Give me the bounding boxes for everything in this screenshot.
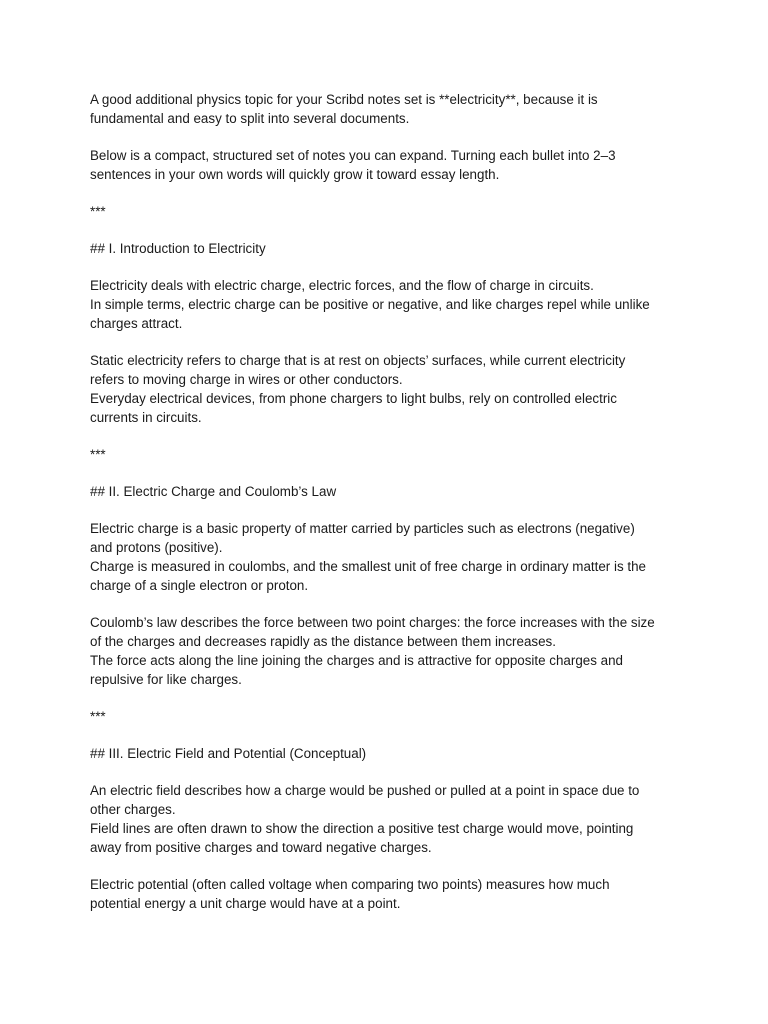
text-line: Below is a compact, structured set of notes you can expand. Turning each bullet into 2–3: [90, 148, 616, 163]
separator: [90, 445, 682, 464]
paragraph-gap: [90, 726, 682, 744]
separator: [90, 202, 682, 221]
paragraph-gap: [90, 595, 682, 613]
text-line: repulsive for like charges.: [90, 672, 242, 687]
body-paragraph: [90, 875, 682, 913]
text-line: Coulomb’s law describes the force between two point charges: the force increases with the size: [90, 615, 655, 630]
paragraph-gap: [90, 333, 682, 351]
text-line: Electric charge is a basic property of matter carried by particles such as electrons (negative): [90, 521, 635, 536]
paragraph-gap: [90, 501, 682, 519]
separator: [90, 707, 682, 726]
text-line: Field lines are often drawn to show the direction a positive test charge would move, pointing: [90, 821, 634, 836]
text-line: refers to moving charge in wires or other conductors.: [90, 372, 403, 387]
text-line: and protons (positive).: [90, 540, 223, 555]
intro-paragraph: [90, 90, 682, 128]
paragraph-gap: [90, 689, 682, 707]
text-line: sentences in your own words will quickly grow it toward essay length.: [90, 167, 500, 182]
text-line: ***: [90, 447, 106, 462]
section-heading: [90, 744, 682, 763]
text-line: A good additional physics topic for your Scribd notes set is **electricity**, because it is: [90, 92, 598, 107]
text-line: An electric field describes how a charge would be pushed or pulled at a point in space due to: [90, 783, 640, 798]
text-line: ## III. Electric Field and Potential (Conceptual): [90, 746, 367, 761]
text-line: The force acts along the line joining the charges and is attractive for opposite charges and: [90, 653, 623, 668]
notes-description-paragraph: [90, 146, 682, 184]
paragraph-gap: [90, 184, 682, 202]
body-paragraph: [90, 276, 682, 333]
text-line: Static electricity refers to charge that is at rest on objects’ surfaces, while current electricity: [90, 353, 626, 368]
paragraph-gap: [90, 128, 682, 146]
text-line: ## II. Electric Charge and Coulomb’s Law: [90, 484, 337, 499]
paragraph-gap: [90, 258, 682, 276]
paragraph-gap: [90, 427, 682, 445]
text-line: Electric potential (often called voltage when comparing two points) measures how much: [90, 877, 610, 892]
body-paragraph: [90, 519, 682, 595]
paragraph-gap: [90, 221, 682, 239]
body-paragraph: [90, 781, 682, 857]
section-heading: [90, 239, 682, 258]
text-line: ***: [90, 204, 106, 219]
body-paragraph: [90, 613, 682, 689]
text-line: potential energy a unit charge would have at a point.: [90, 896, 401, 911]
text-line: In simple terms, electric charge can be positive or negative, and like charges repel while unlike: [90, 297, 650, 312]
body-paragraph: [90, 351, 682, 427]
section-heading: [90, 482, 682, 501]
paragraph-gap: [90, 464, 682, 482]
document-page: [90, 90, 682, 913]
text-line: other charges.: [90, 802, 176, 817]
text-line: ## I. Introduction to Electricity: [90, 241, 266, 256]
text-line: Electricity deals with electric charge, electric forces, and the flow of charge in circuits.: [90, 278, 594, 293]
text-line: charge of a single electron or proton.: [90, 578, 309, 593]
paragraph-gap: [90, 763, 682, 781]
paragraph-gap: [90, 857, 682, 875]
text-line: away from positive charges and toward negative charges.: [90, 840, 432, 855]
text-line: Charge is measured in coulombs, and the smallest unit of free charge in ordinary matter is the: [90, 559, 646, 574]
text-line: charges attract.: [90, 316, 183, 331]
text-line: currents in circuits.: [90, 410, 202, 425]
text-line: of the charges and decreases rapidly as the distance between them increases.: [90, 634, 556, 649]
text-line: ***: [90, 709, 106, 724]
text-line: fundamental and easy to split into several documents.: [90, 111, 410, 126]
text-line: Everyday electrical devices, from phone chargers to light bulbs, rely on controlled electric: [90, 391, 617, 406]
